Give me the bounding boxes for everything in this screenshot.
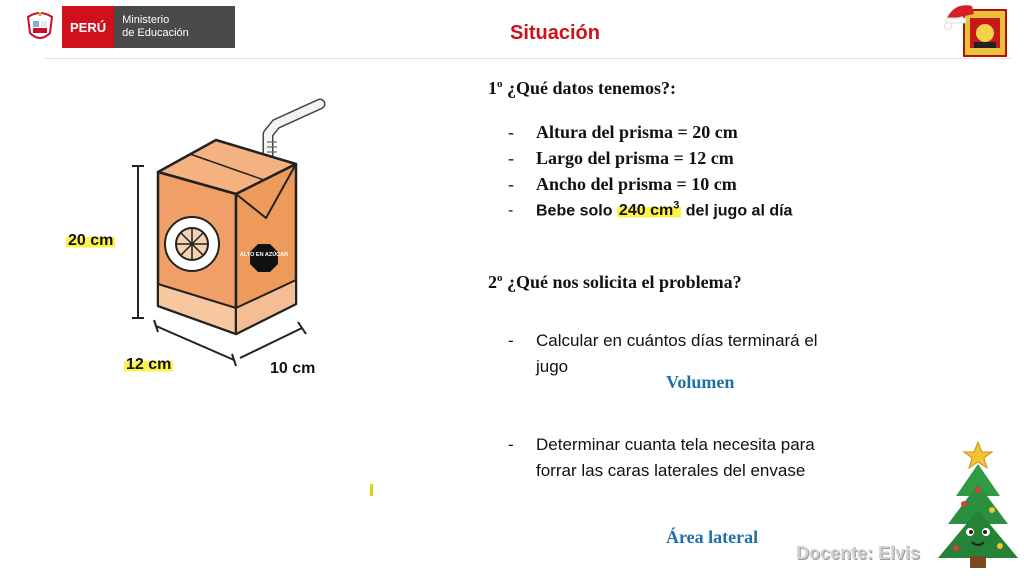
slide-title: Situación [509,22,600,44]
drink-item: - Bebe solo 240 $cm^3$ del jugo al día [508,200,793,220]
section2-heading: 2$^o$ ¿Qué nos solicita el problema? [488,272,742,292]
task-volume: - Calcular en cuántos días terminará el jugo [508,331,818,376]
list-item: - Altura del prisma = 20 cm [508,122,738,142]
list-item: - Ancho del prisma = 10 cm [508,174,737,194]
brand-ministry-line1: Ministerio [122,14,170,26]
pack-warning-label: ALTO EN AZÚCAR [239,252,289,258]
brand-country: PERÚ [62,6,114,48]
christmas-tree-icon [934,440,1022,572]
brand-ministry-line2: de Educación [122,27,189,39]
answer-lateral-area: Área lateral [666,527,759,547]
header [0,0,1024,56]
school-badge-icon [944,0,1010,60]
length-label: 12 cm [126,356,172,373]
answer-volume: Volumen [666,372,735,392]
teacher-watermark: Docente: Elvis [796,543,921,563]
width-label: 10 cm [270,360,316,377]
height-label: 20 cm [68,232,114,249]
list-item: - Largo del prisma = 12 cm [508,148,734,168]
cursor-mark [370,484,373,496]
data-list [508,122,792,226]
section1-heading: 1$^o$ ¿Qué datos tenemos?: [488,78,676,98]
task-lateral-area: - Determinar cuanta tela necesita para forrar las caras laterales del envase [508,435,815,480]
